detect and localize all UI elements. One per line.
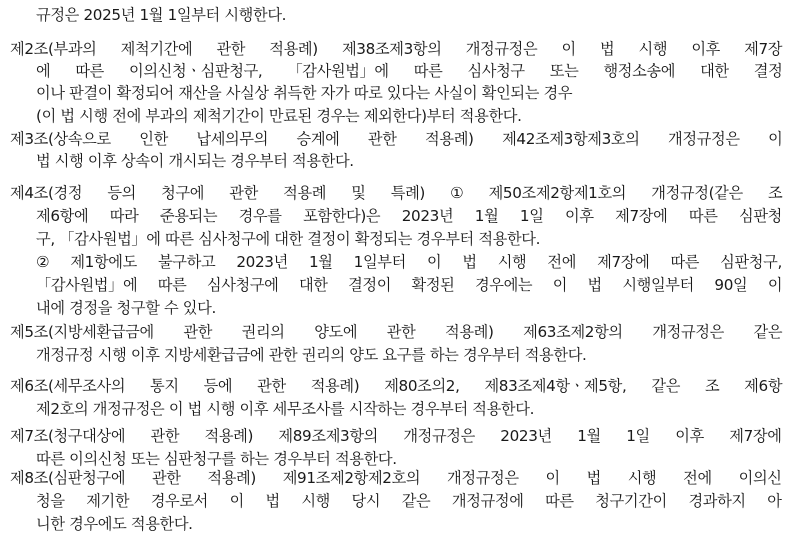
text-line: 규정은 2025년 1월 1일부터 시행한다. <box>36 6 287 24</box>
text-line: (이 법 시행 전에 부과의 제척기간이 만료된 경우는 제외한다)부터 적용한다. <box>36 107 522 125</box>
text-line: 제5조(지방세환급금에 관한 권리의 양도에 관한 적용례) 제63조제2항의 개정규정은 같은 <box>10 323 783 341</box>
text-line: 제2호의 개정규정은 이 법 시행 이후 세무조사를 시작하는 경우부터 적용한다. <box>36 400 535 418</box>
text-line: 청을 제기한 경우로서 이 법 시행 당시 같은 개정규정에 따른 청구기간이 경과하지 아 <box>36 492 782 510</box>
text-line: 제8조(심판청구에 관한 적용례) 제91조제2항제2호의 개정규정은 이 법 시행 전에 이의신 <box>10 469 782 487</box>
text-line: 「감사원법」에 따른 심사청구에 대한 결정이 확정된 경우에는 이 법 시행일부터 90일 이 <box>36 276 783 294</box>
text-line: 니한 경우에도 적용한다. <box>36 515 193 533</box>
text-line: 제7조(청구대상에 관한 적용례) 제89조제3항의 개정규정은 2023년 1월 1일 이후 제7장에 <box>10 427 782 445</box>
text-line: 개정규정 시행 이후 지방세환급금에 관한 권리의 양도 요구를 하는 경우부터 적용한다. <box>36 346 587 364</box>
text-line: 제4조(경정 등의 청구에 관한 적용례 및 특례) ① 제50조제2항제1호의 개정규정(같은 조 <box>10 184 783 202</box>
text-line: 내에 경정을 청구할 수 있다. <box>36 299 216 317</box>
text-line: 따른 이의신청 또는 심판청구를 하는 경우부터 적용한다. <box>36 450 397 468</box>
text-line: 에 따른 이의신청ㆍ심판청구, 「감사원법」에 따른 심사청구 또는 행정소송에 대한 결정 <box>36 62 783 80</box>
text-line: 이나 판결이 확정되어 재산을 사실상 취득한 자가 따로 있다는 사실이 확인되는 경우 <box>36 84 573 102</box>
text-line: 구, 「감사원법」에 따른 심사청구에 대한 결정이 확정되는 경우부터 적용한다. <box>36 230 541 248</box>
text-line: ② 제1항에도 불구하고 2023년 1월 1일부터 이 법 시행 전에 제7장에 따른 심판청구, <box>36 253 782 271</box>
text-line: 제6항에 따라 준용되는 경우를 포함한다)은 2023년 1월 1일 이후 제7장에 따른 심판청 <box>36 207 782 225</box>
text-line: 제2조(부과의 제척기간에 관한 적용례) 제38조제3항의 개정규정은 이 법 시행 이후 제7장 <box>10 40 783 58</box>
text-line: 제3조(상속으로 인한 납세의무의 승계에 관한 적용례) 제42조제3항제3호의 개정규정은 이 <box>10 130 783 148</box>
text-line: 제6조(세무조사의 통지 등에 관한 적용례) 제80조의2, 제83조제4항ㆍ제5항, 같은 조 제6항 <box>10 377 783 395</box>
text-line: 법 시행 이후 상속이 개시되는 경우부터 적용한다. <box>36 152 354 170</box>
